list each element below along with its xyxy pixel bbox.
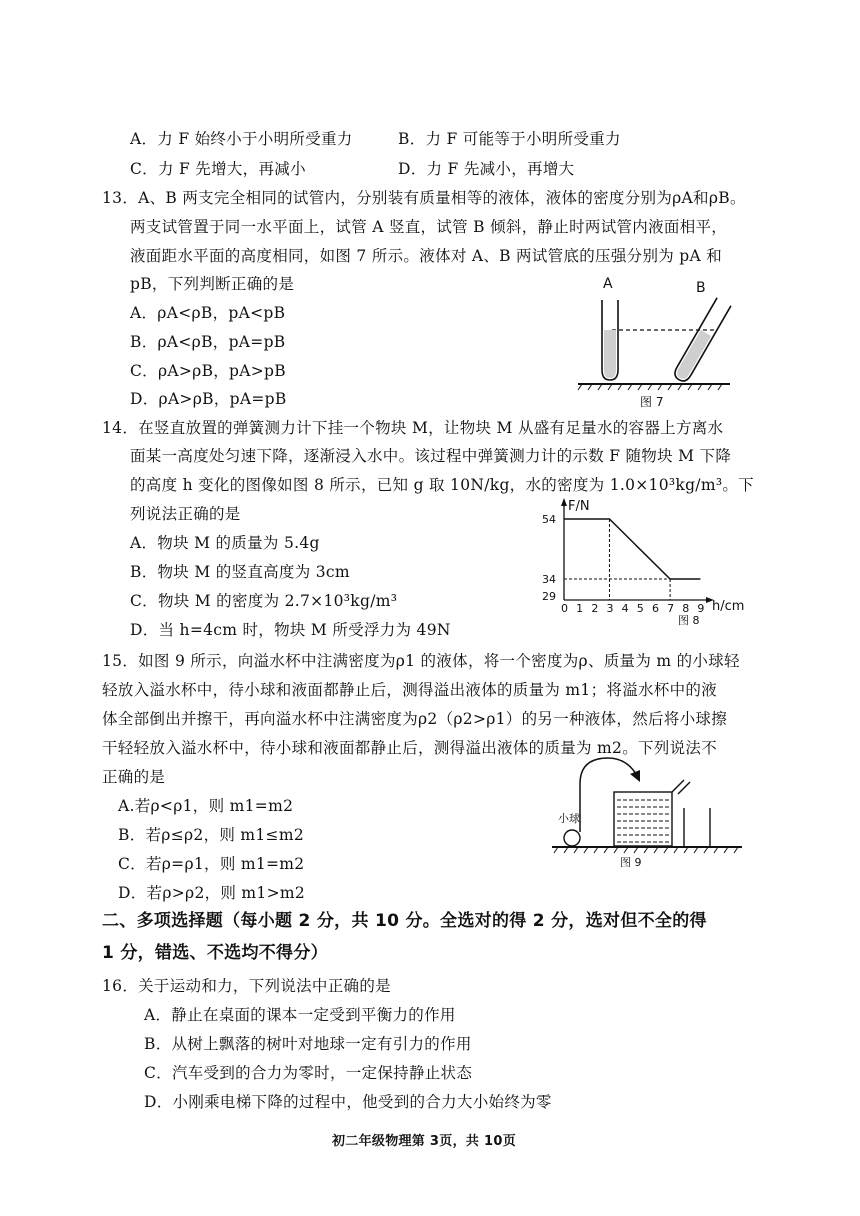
cup-liquid [617,800,669,842]
q15-option-d: D．若ρ>ρ2，则 m1>m2 [118,884,306,902]
q12-option-c: C．力 F 先增大，再减小 [130,160,306,178]
q15-stem-line-1: 15．如图 9 所示，向溢水杯中注满密度为ρ1 的液体，将一个密度为ρ、质量为 m 的小球轻 [102,652,740,670]
q12-option-a: A．力 F 始终小于小明所受重力 [130,130,353,148]
q15-option-c: C．若ρ=ρ1，则 m1=m2 [118,855,305,873]
q14-option-a: A．物块 M 的质量为 5.4g [130,534,320,552]
q16-option-a: A．静止在桌面的课本一定受到平衡力的作用 [144,1006,456,1024]
q16-option-d: D．小刚乘电梯下降的过程中，他受到的合力大小始终为零 [144,1093,552,1111]
figure-8-caption: 图 8 [678,614,700,627]
q14-stem-line-3: 的高度 h 变化的图像如图 8 所示，已知 g 取 10N/kg，水的密度为 1.0×10³kg/m³。下 [130,476,754,494]
tube-b [672,298,731,384]
q13-option-d: D．ρA>ρB，pA=pB [130,390,287,408]
section-2-heading-line-1: 二、多项选择题（每小题 2 分，共 10 分。全选对的得 2 分，选对但不全的得 [102,911,707,931]
q16-option-c: C．汽车受到的合力为零时，一定保持静止状态 [144,1064,473,1082]
q14-stem-line-2: 面某一高度处匀速下降，逐渐浸入水中。该过程中弹簧测力计的示数 F 随物块 M 下降 [130,447,732,465]
x-tick-label: 4 [621,602,629,615]
y-tick-label: 29 [542,590,556,603]
x-tick-label: 9 [697,602,705,615]
x-tick-label: 2 [591,602,599,615]
q15-stem-line-4: 干轻轻放入溢水杯中，待小球和液面都静止后，测得溢出液体的质量为 m2。下列说法不 [102,739,717,757]
y-tick-label: 54 [542,513,556,526]
y-axis-arrow [561,498,567,506]
q16-stem: 16．关于运动和力，下列说法中正确的是 [102,977,391,995]
x-axis-label: h/cm [712,599,745,614]
q15-stem-line-2: 轻放入溢水杯中，待小球和液面都静止后，测得溢出液体的质量为 m1；将溢水杯中的液 [102,681,717,699]
page-footer: 初二年级物理第 3页，共 10页 [332,1134,516,1149]
q14-option-b: B．物块 M 的竖直高度为 3cm [130,563,350,581]
drop-arrow [580,758,636,832]
q13-option-c: C．ρA>ρB，pA>pB [130,362,286,380]
figure-7-label-a: A [603,276,613,292]
x-tick-label: 5 [636,602,644,615]
q13-stem-line-4: pB，下列判断正确的是 [130,275,295,293]
x-tick-label: 0 [561,602,568,615]
q13-option-a: A．ρA<ρB，pA<pB [130,304,286,322]
q13-stem-line-1: 13．A、B 两支完全相同的试管内，分别装有质量相等的液体，液体的密度分别为ρA和ρB。 [102,189,746,207]
q14-option-d: D．当 h=4cm 时，物块 M 所受浮力为 49N [130,621,451,639]
q14-stem-line-1: 14．在竖直放置的弹簧测力计下挂一个物块 M，让物块 M 从盛有足量水的容器上方离水 [102,419,724,437]
tube-a-liquid [604,330,616,378]
section-2-heading-line-2: 1 分，错选、不选均不得分） [102,943,328,963]
x-tick-label: 8 [682,602,690,615]
x-tick-label: 1 [576,602,584,615]
figure-7 [570,270,740,410]
q12-option-b: B．力 F 可能等于小明所受重力 [398,130,621,148]
figure-9-caption: 图 9 [620,856,642,869]
q13-option-b: B．ρA<ρB，pA=pB [130,333,286,351]
q15-option-a: A.若ρ<ρ1，则 m1=m2 [118,797,294,815]
y-tick-label: 34 [542,573,556,586]
x-tick-label: 3 [606,602,614,615]
q15-option-b: B．若ρ≤ρ2，则 m1≤m2 [118,826,304,844]
q13-stem-line-2: 两支试管置于同一水平面上，试管 A 竖直，试管 B 倾斜，静止时两试管内液面相平， [130,218,728,236]
series-line [564,519,700,579]
figure-7-label-b: B [696,280,706,296]
figure-7-caption: 图 7 [640,395,664,409]
ball [564,830,580,846]
q15-stem-line-3: 体全部倒出并擦干，再向溢水杯中注满密度为ρ2（ρ2>ρ1）的另一种液体，然后将小球擦 [102,710,728,728]
x-tick-label: 7 [667,602,675,615]
y-axis-label: F/N [568,499,590,514]
ball-label: 小球 [558,812,580,825]
q16-option-b: B．从树上飘落的树叶对地球一定有引力的作用 [144,1035,472,1053]
q14-option-c: C．物块 M 的密度为 2.7×10³kg/m³ [130,592,398,610]
q12-option-d: D．力 F 先减小，再增大 [398,160,575,178]
x-tick-label: 6 [651,602,659,615]
figure-8-chart [530,496,760,628]
q15-stem-line-5: 正确的是 [102,768,166,786]
q14-stem-line-4: 列说法正确的是 [130,505,241,523]
figure-9 [550,752,750,870]
q13-stem-line-3: 液面距水平面的高度相同，如图 7 所示。液体对 A、B 两试管底的压强分别为 pA 和 [130,247,723,265]
